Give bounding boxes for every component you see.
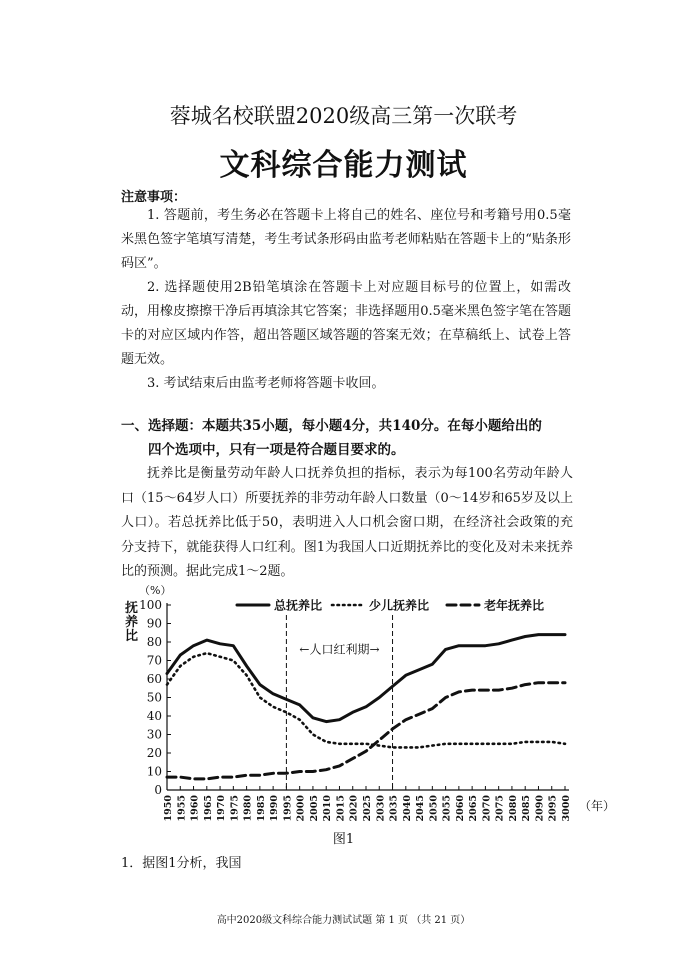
x-tick-label: 2025	[362, 795, 373, 822]
dividend-period-label: ←人口红利期→	[299, 642, 380, 657]
x-tick-label: 1990	[269, 795, 281, 822]
y-axis-label-char: 比	[125, 629, 139, 644]
x-tick-label: 1970	[216, 795, 228, 822]
notice-heading: 注意事项：	[121, 190, 187, 205]
y-axis-label-char: 养	[125, 615, 139, 630]
notice-item-1: 1. 答题前，考生务必在答题卡上将自己的姓名、座位号和考籍号用0.5毫米黑色签字笔填写清楚，考生考试条形码由监考老师粘贴在答题卡上的“贴条形码区”。	[121, 208, 571, 271]
x-axis-unit-label: （年）	[579, 799, 616, 813]
y-tick-label: 90	[146, 616, 162, 631]
y-tick-label: 20	[146, 746, 162, 760]
y-tick-label: 60	[146, 672, 162, 686]
exam-title: 蓉城名校联盟2020级高三第一次联考	[169, 104, 518, 128]
x-tick-label: 1950	[163, 795, 174, 822]
x-tick-label: 2075	[494, 795, 506, 822]
exam-subtitle: 文科综合能力测试	[219, 148, 468, 183]
x-tick-label: 1960	[189, 795, 201, 822]
x-tick-label: 2015	[335, 795, 347, 822]
x-tick-label: 2090	[534, 795, 546, 822]
x-tick-label: 2020	[348, 795, 360, 822]
x-tick-label: 2050	[428, 795, 440, 822]
section-heading-line1: 一、选择题：本题共35小题，每小题4分，共140分。在每小题给出的	[121, 418, 542, 434]
y-tick-label: 80	[146, 635, 162, 649]
y-tick-label: 10	[146, 764, 162, 779]
page-footer: 高中2020级文科综合能力测试试题 第 1 页 （共 21 页）	[216, 915, 471, 926]
x-tick-label: 2040	[401, 795, 413, 822]
notice-item-3: 3. 考试结束后由监考老师将答题卡收回。	[147, 376, 385, 391]
y-axis-label-char: 抚	[125, 601, 139, 616]
section-heading-line2: 四个选项中，只有一项是符合题目要求的。	[148, 442, 405, 458]
x-tick-label: 2085	[521, 795, 533, 822]
x-tick-label: 1995	[282, 795, 294, 822]
y-tick-label: 100	[139, 598, 162, 612]
x-tick-label: 2010	[322, 795, 334, 822]
y-tick-label: 30	[146, 727, 162, 742]
x-tick-label: 2035	[388, 795, 400, 822]
x-tick-label: 2065	[468, 795, 480, 822]
x-tick-label: 2030	[375, 795, 387, 822]
x-tick-label: 2080	[507, 795, 519, 822]
legend-label-3: 老年抚养比	[484, 598, 545, 613]
legend-label-2: 少儿抚养比	[369, 598, 430, 613]
x-tick-label: 1965	[202, 795, 214, 822]
x-tick-label: 1955	[176, 795, 188, 822]
x-tick-label: 1980	[242, 795, 254, 822]
x-tick-label: 2045	[415, 795, 427, 822]
question-1-stem: 1．据图1分析，我国	[121, 856, 242, 871]
x-tick-label: 2095	[547, 795, 559, 822]
x-tick-label: 1975	[229, 795, 241, 822]
notice-item-2: 2. 选择题使用2B铅笔填涂在答题卡上对应题目标号的位置上，如需改动，用橡皮擦擦干净后再填涂其它答案；非选择题用0.5毫米黑色签字笔在答题卡的对应区域内作答，超出答题区域答题的答案无效；在草稿纸上、试卷上答题无效。	[121, 280, 571, 367]
series-line-2	[167, 653, 565, 747]
y-tick-label: 70	[146, 653, 162, 668]
y-tick-label: 0	[154, 783, 162, 797]
legend-label-1: 总抚养比	[274, 598, 323, 613]
series-line-3	[167, 683, 565, 779]
x-tick-label: 1985	[255, 795, 267, 822]
x-tick-label: 3000	[561, 795, 572, 822]
x-tick-label: 2005	[308, 795, 320, 822]
x-tick-label: 2055	[441, 795, 453, 822]
figure-caption: 图1	[332, 832, 355, 847]
y-tick-label: 40	[146, 709, 162, 723]
x-tick-label: 2070	[481, 795, 493, 822]
question-intro: 抚养比是衡量劳动年龄人口抚养负担的指标，表示为每100名劳动年龄人口（15～64岁人口）所要抚养的非劳动年龄人口数量（0～14岁和65岁及以上人口）。若总抚养比低于50，表明进入人口机会窗口期，在经济社会政策的充分支持下，就能获得人口红利。图1为我国人口近期抚养比的变化及对未来抚养比的预测。据此完成1～2题。	[121, 466, 573, 579]
y-unit-label: （%）	[139, 584, 172, 597]
section-heading	[121, 414, 573, 462]
dependency-ratio-chart	[115, 575, 635, 825]
x-tick-label: 2060	[454, 795, 466, 822]
x-tick-label: 2000	[295, 795, 307, 822]
y-tick-label: 50	[146, 690, 162, 705]
